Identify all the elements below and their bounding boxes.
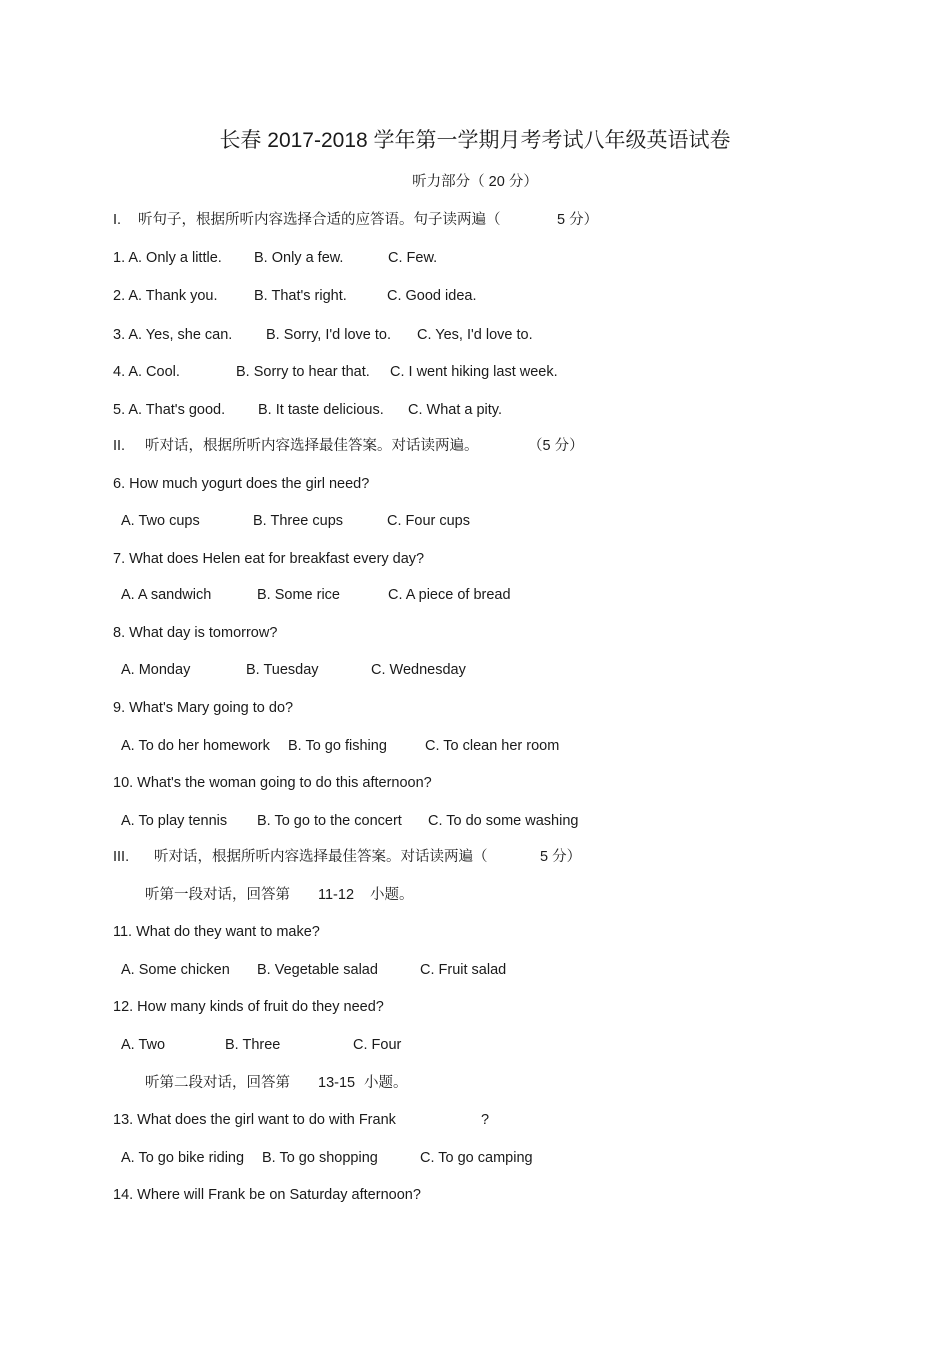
q5-option-c: C. What a pity. <box>408 402 503 418</box>
q12-option-b: B. Three <box>225 1037 281 1053</box>
q6-option-c: C. Four cups <box>387 513 470 529</box>
q1-option-c: C. Few. <box>388 250 438 266</box>
dialogue-2-range: 13-15 <box>318 1075 356 1091</box>
dialogue-1-range: 11-12 <box>318 887 355 903</box>
q1-option-a: 1. A. Only a little. <box>113 250 222 266</box>
q8-option-a: A. Monday <box>121 662 191 678</box>
q1-option-b: B. Only a few. <box>254 250 344 266</box>
dialogue-2-instructions: 听第二段对话，回答第 <box>145 1075 290 1091</box>
q5-option-a: 5. A. That's good. <box>113 402 226 418</box>
q7-option-b: B. Some rice <box>257 587 340 603</box>
q4-option-b: B. Sorry to hear that. <box>236 364 370 380</box>
q7-option-a: A. A sandwich <box>121 587 212 603</box>
q8-question: 8. What day is tomorrow? <box>113 625 278 641</box>
section-1-number: I. <box>113 212 122 228</box>
q4-option-a: 4. A. Cool. <box>113 364 180 380</box>
q12-option-c: C. Four <box>353 1037 402 1053</box>
q13-question-mark: ? <box>481 1112 490 1128</box>
exam-title: 长春 2017-2018 学年第一学期月考考试八年级英语试卷 <box>219 129 731 152</box>
q14-question: 14. Where will Frank be on Saturday afternoon? <box>113 1187 421 1203</box>
q13-option-b: B. To go shopping <box>262 1150 378 1166</box>
q6-question: 6. How much yogurt does the girl need? <box>113 476 370 492</box>
q9-option-b: B. To go fishing <box>288 738 387 754</box>
listening-section-heading: 听力部分（ 20 分） <box>412 174 538 190</box>
q7-question: 7. What does Helen eat for breakfast every day? <box>113 551 425 567</box>
dialogue-1-suffix: 小题。 <box>370 887 414 903</box>
q8-option-b: B. Tuesday <box>246 662 319 678</box>
q13-option-a: A. To go bike riding <box>121 1150 245 1166</box>
section-3-number: III. <box>113 849 130 865</box>
section-2-number: II. <box>113 438 126 454</box>
q11-option-b: B. Vegetable salad <box>257 962 378 978</box>
dialogue-2-suffix: 小题。 <box>364 1075 408 1091</box>
q13-option-c: C. To go camping <box>420 1150 533 1166</box>
section-2-instructions: 听对话，根据所听内容选择最佳答案。对话读两遍。 <box>145 438 479 454</box>
q10-option-c: C. To do some washing <box>428 813 579 829</box>
q10-option-a: A. To play tennis <box>121 813 228 829</box>
q3-option-b: B. Sorry, I'd love to. <box>266 327 391 343</box>
q6-option-b: B. Three cups <box>253 513 344 529</box>
q6-option-a: A. Two cups <box>121 513 200 529</box>
section-3-score: 5 分） <box>540 849 582 865</box>
q11-question: 11. What do they want to make? <box>113 924 320 940</box>
q9-option-a: A. To do her homework <box>121 738 270 754</box>
q2-option-c: C. Good idea. <box>387 288 477 304</box>
dialogue-1-instructions: 听第一段对话，回答第 <box>145 887 290 903</box>
q7-option-c: C. A piece of bread <box>388 587 511 603</box>
section-2-score: （5 分） <box>528 438 584 454</box>
q2-option-a: 2. A. Thank you. <box>113 288 218 304</box>
q11-option-a: A. Some chicken <box>121 962 230 978</box>
q3-option-a: 3. A. Yes, she can. <box>113 327 233 343</box>
q3-option-c: C. Yes, I'd love to. <box>417 327 533 343</box>
section-3-instructions: 听对话，根据所听内容选择最佳答案。对话读两遍（ <box>154 849 488 865</box>
q8-option-c: C. Wednesday <box>371 662 466 678</box>
q12-option-a: A. Two <box>121 1037 166 1053</box>
section-1-score: 5 分） <box>557 212 599 228</box>
q12-question: 12. How many kinds of fruit do they need? <box>113 999 384 1015</box>
q11-option-c: C. Fruit salad <box>420 962 507 978</box>
q4-option-c: C. I went hiking last week. <box>390 364 558 380</box>
q5-option-b: B. It taste delicious. <box>258 402 384 418</box>
q9-question: 9. What's Mary going to do? <box>113 700 294 716</box>
q10-option-b: B. To go to the concert <box>257 813 402 829</box>
q9-option-c: C. To clean her room <box>425 738 560 754</box>
section-1-instructions: 听句子，根据所听内容选择合适的应答语。句子读两遍（ <box>138 212 501 228</box>
q2-option-b: B. That's right. <box>254 288 347 304</box>
q13-question: 13. What does the girl want to do with Frank <box>113 1112 396 1128</box>
q10-question: 10. What's the woman going to do this afternoon? <box>113 775 432 791</box>
